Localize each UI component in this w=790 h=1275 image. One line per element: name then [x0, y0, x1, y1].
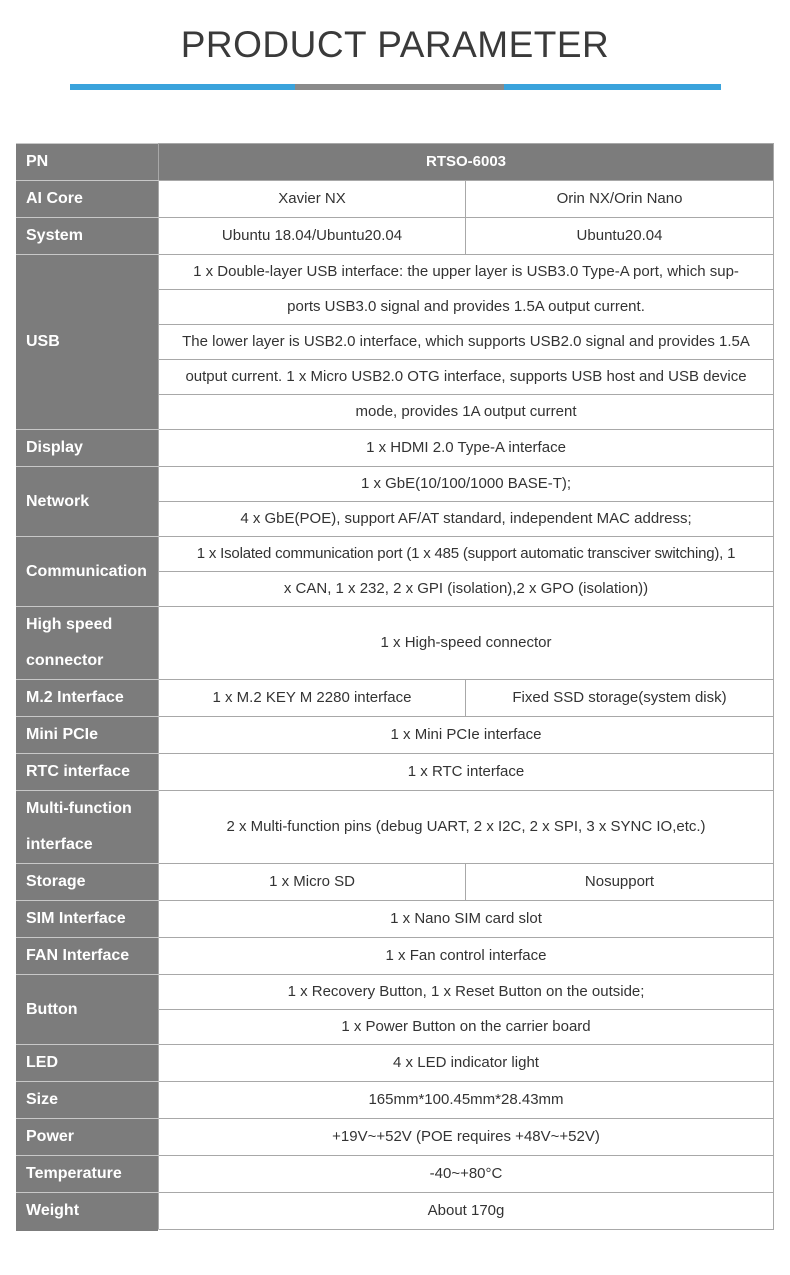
table-row-communication [17, 537, 774, 572]
table-row-power [17, 1119, 774, 1156]
usb-line: ports USB3.0 signal and provides 1.5A output current. [159, 290, 774, 325]
row-label-storage: Storage [17, 864, 159, 901]
table-row-usb [17, 255, 774, 290]
table-row-system [17, 218, 774, 255]
row-label-weight: Weight [17, 1193, 159, 1230]
button-line: 1 x Power Button on the carrier board [159, 1010, 774, 1045]
ai-core-left: Xavier NX [159, 181, 466, 218]
row-label-system: System [17, 218, 159, 255]
row-label-pn: PN [17, 144, 159, 181]
communication-line: 1 x Isolated communication port (1 x 485 (support automatic transciver switching), 1 [159, 537, 774, 572]
table-bottom-edge [16, 1225, 158, 1231]
table-row-fan [17, 938, 774, 975]
underline-segment-right [504, 84, 721, 90]
system-right: Ubuntu20.04 [466, 218, 774, 255]
display-value: 1 x HDMI 2.0 Type-A interface [159, 430, 774, 467]
table-row-weight [17, 1193, 774, 1230]
row-label-m2: M.2 Interface [17, 680, 159, 717]
row-label-size: Size [17, 1082, 159, 1119]
table-row-temperature [17, 1156, 774, 1193]
row-label-temperature: Temperature [17, 1156, 159, 1193]
row-label-multifunction: Multi-function interface [17, 791, 159, 864]
mini-pcie-value: 1 x Mini PCIe interface [159, 717, 774, 754]
storage-left: 1 x Micro SD [159, 864, 466, 901]
table-row-multifunction [17, 791, 774, 864]
button-line: 1 x Recovery Button, 1 x Reset Button on the outside; [159, 975, 774, 1010]
row-label-button: Button [17, 975, 159, 1045]
table-row-sim [17, 901, 774, 938]
m2-right: Fixed SSD storage(system disk) [466, 680, 774, 717]
table-row-network [17, 467, 774, 502]
high-speed-value: 1 x High-speed connector [159, 607, 774, 680]
underline-segment-middle [295, 84, 504, 90]
row-label-led: LED [17, 1045, 159, 1082]
storage-right: Nosupport [466, 864, 774, 901]
multifunction-value: 2 x Multi-function pins (debug UART, 2 x I2C, 2 x SPI, 3 x SYNC IO,etc.) [159, 791, 774, 864]
row-label-usb: USB [17, 255, 159, 430]
table-row-ai-core [17, 181, 774, 218]
row-label-communication: Communication [17, 537, 159, 607]
row-label-mini-pcie: Mini PCIe [17, 717, 159, 754]
network-line: 1 x GbE(10/100/1000 BASE-T); [159, 467, 774, 502]
m2-left: 1 x M.2 KEY M 2280 interface [159, 680, 466, 717]
table-row-size [17, 1082, 774, 1119]
row-label-network: Network [17, 467, 159, 537]
table-row-high-speed [17, 607, 774, 680]
table-row-storage [17, 864, 774, 901]
table-row-m2 [17, 680, 774, 717]
row-label-rtc: RTC interface [17, 754, 159, 791]
temperature-value: -40~+80°C [159, 1156, 774, 1193]
usb-line: The lower layer is USB2.0 interface, which supports USB2.0 signal and provides 1.5A [159, 325, 774, 360]
row-label-fan: FAN Interface [17, 938, 159, 975]
weight-value: About 170g [159, 1193, 774, 1230]
row-label-sim: SIM Interface [17, 901, 159, 938]
table-row-button [17, 975, 774, 1010]
table-row-pn [17, 144, 774, 181]
underline-segment-left [70, 84, 295, 90]
usb-line: 1 x Double-layer USB interface: the upper layer is USB3.0 Type-A port, which sup- [159, 255, 774, 290]
table-row-mini-pcie [17, 717, 774, 754]
table-row-rtc [17, 754, 774, 791]
row-label-display: Display [17, 430, 159, 467]
size-value: 165mm*100.45mm*28.43mm [159, 1082, 774, 1119]
table-row-display [17, 430, 774, 467]
page-title: PRODUCT PARAMETER [180, 24, 610, 65]
ai-core-right: Orin NX/Orin Nano [466, 181, 774, 218]
row-label-high-speed: High speed connector [17, 607, 159, 680]
pn-value: RTSO-6003 [159, 144, 774, 181]
title-underline [70, 84, 721, 90]
rtc-value: 1 x RTC interface [159, 754, 774, 791]
communication-line: x CAN, 1 x 232, 2 x GPI (isolation),2 x GPO (isolation)) [159, 572, 774, 607]
power-value: +19V~+52V (POE requires +48V~+52V) [159, 1119, 774, 1156]
usb-line: output current. 1 x Micro USB2.0 OTG interface, supports USB host and USB device [159, 360, 774, 395]
sim-value: 1 x Nano SIM card slot [159, 901, 774, 938]
row-label-ai-core: AI Core [17, 181, 159, 218]
parameter-table [16, 143, 774, 1230]
table-row-led [17, 1045, 774, 1082]
row-label-power: Power [17, 1119, 159, 1156]
led-value: 4 x LED indicator light [159, 1045, 774, 1082]
network-line: 4 x GbE(POE), support AF/AT standard, independent MAC address; [159, 502, 774, 537]
system-left: Ubuntu 18.04/Ubuntu20.04 [159, 218, 466, 255]
usb-line: mode, provides 1A output current [159, 395, 774, 430]
fan-value: 1 x Fan control interface [159, 938, 774, 975]
